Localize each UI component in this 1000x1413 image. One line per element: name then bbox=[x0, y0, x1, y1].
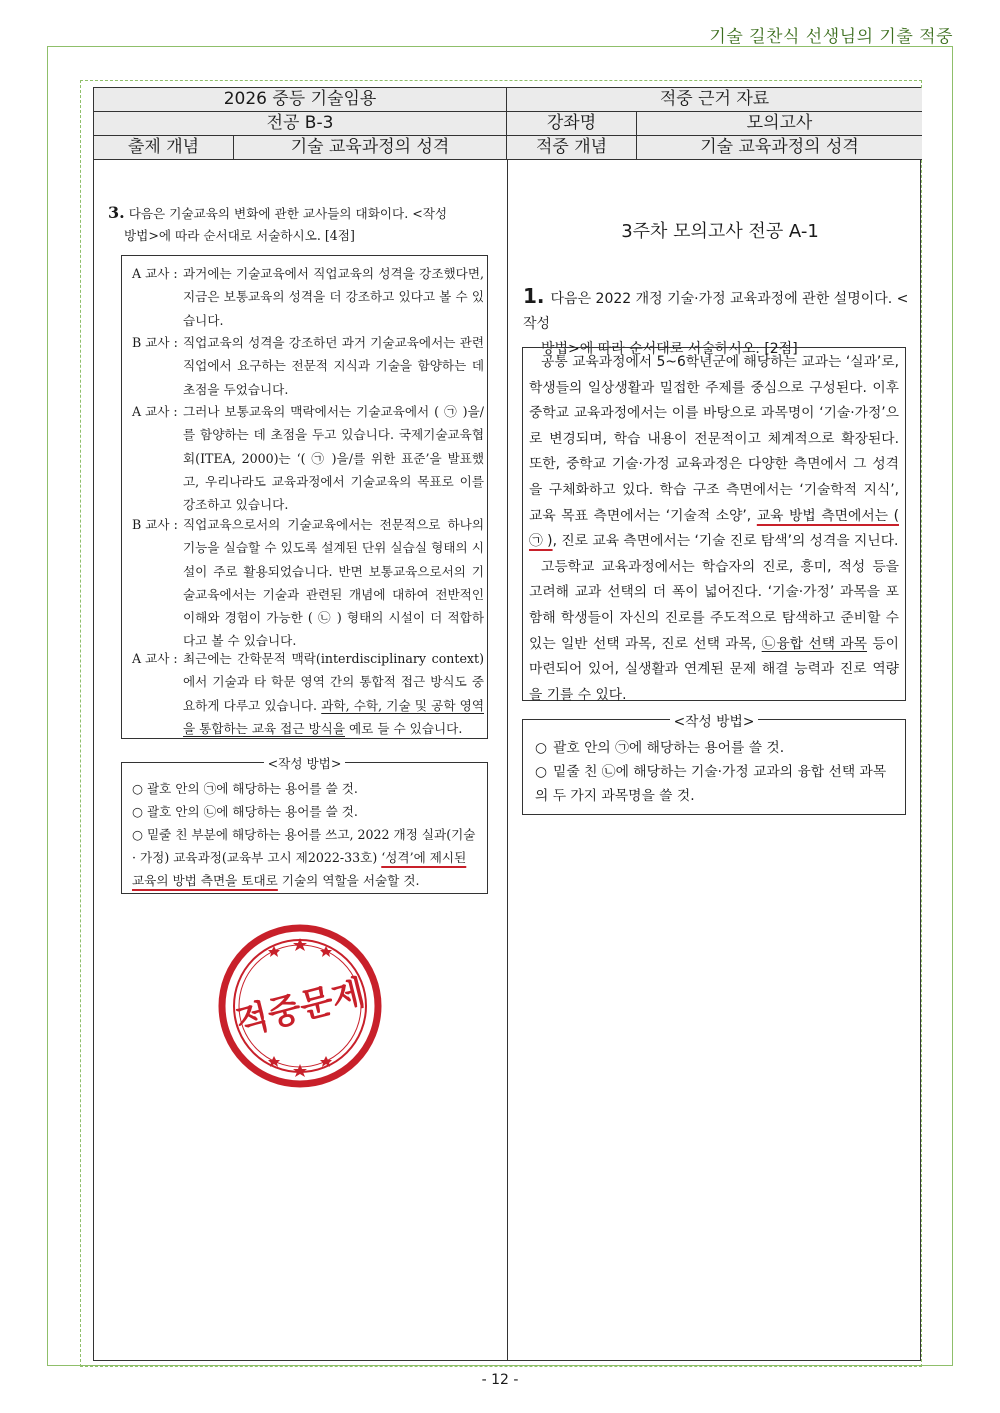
concept-value: 기술 교육과정의 성격 bbox=[234, 136, 507, 159]
method-item: ○ 밑줄 친 부분에 해당하는 용어를 쓰고, 2022 개정 실과(기술 · 가정) 교육과정(교육부 고시 제2022-33호) ‘성격’에 제시된 교육의 방법 측면을 토대로 기술의 역할을 서술할 것. bbox=[132, 827, 476, 888]
method-item: ○ 괄호 안의 ㉠에 해당하는 용어를 쓸 것. bbox=[535, 740, 785, 756]
red-underline-phrase: 교육 방법 측면에서는 ( ㉠ ) bbox=[529, 507, 899, 550]
method-title: <작성 방법> bbox=[523, 710, 905, 730]
table-row bbox=[94, 88, 922, 112]
writing-method-box bbox=[121, 756, 488, 894]
exam-title: 2026 중등 기술임용 bbox=[94, 88, 507, 111]
speaker-label: A 교사 : bbox=[132, 651, 178, 666]
dialog-text: 직업교육으로서의 기술교육에서는 전문적으로 하나의 기능을 실습할 수 있도록 설계된 단위 실습실 형태의 시설이 주로 활용되었습니다. 반면 보통교육으로서의 기술교육에서는 기술과 관련된 개념에 대하여 전반적인 이해와 경험이 가능한 ( ㉡ ) 형태의 시설이 더 적합하다고 볼 수 있습니다. bbox=[183, 517, 484, 649]
dialog-line bbox=[132, 331, 484, 401]
page-number: - 12 - bbox=[481, 1372, 519, 1388]
concept-label: 출제 개념 bbox=[94, 136, 234, 159]
column-divider bbox=[507, 159, 508, 1361]
dialog-text: 최근에는 간학문적 맥락(interdisciplinary context)에서 기술과 타 학문 영역 간의 통합적 접근 방식도 중요하게 다루고 있습니다. 과학, 수학, 기술 및 공학 영역을 통합하는 교육 접근 방식을 예로 들 수 있습니다. bbox=[183, 651, 485, 736]
underlined-phrase: ㉡융합 선택 과목 bbox=[761, 635, 868, 652]
method-item: ○ 괄호 안의 ㉠에 해당하는 용어를 쓸 것. bbox=[132, 781, 358, 796]
question-number: 3. bbox=[108, 203, 125, 222]
table-row bbox=[94, 136, 922, 160]
underlined-phrase: 과학, 수학, 기술 및 공학 영역을 통합하는 교육 접근 방식을 bbox=[183, 697, 485, 736]
passage-paragraph: 고등학교 교육과정에서는 학습자의 진로, 흥미, 적성 등을 고려해 교과 선택의 더 폭이 넓어진다. ‘기술·가정’ 과목을 포함해 학생들이 자신의 진로를 주도적으로 탐색하고 준비할 수 있는 일반 선택 과목, 진로 선택 과목, ㉡융합 선택 과목 등이 마련되어 있어, 실생활과 연계된 문제 해결 능력과 진로 역량을 기를 수 있다. bbox=[529, 558, 899, 703]
dialog-line bbox=[132, 400, 484, 516]
major-label: 전공 B-3 bbox=[94, 112, 507, 135]
speaker-label: A 교사 : bbox=[132, 266, 178, 281]
red-underline-phrase: ‘성격’에 제시된 교육의 방법 측면을 토대로 bbox=[132, 850, 467, 888]
lecture-label: 강좌명 bbox=[507, 112, 637, 135]
dialog-line bbox=[132, 647, 484, 740]
dialog-line bbox=[132, 513, 484, 653]
method-title: <작성 방법> bbox=[122, 753, 487, 772]
hit-concept-label: 적중 개념 bbox=[507, 136, 637, 159]
question-text: 방법>에 따라 순서대로 서술하시오. [4점] bbox=[124, 228, 355, 243]
dialog-text: 과거에는 기술교육에서 직업교육의 성격을 강조했다면, 지금은 보통교육의 성격을 더 강조하고 있다고 볼 수 있습니다. bbox=[183, 266, 484, 328]
header-title: 기술 길찬식 선생님의 기출 적중 bbox=[709, 27, 953, 47]
speaker-label: B 교사 : bbox=[132, 335, 178, 350]
stamp-icon bbox=[216, 922, 384, 1090]
table-row bbox=[94, 112, 922, 136]
left-question bbox=[108, 202, 493, 247]
passage-paragraph: 공통 교육과정에서 5~6학년군에 해당하는 교과는 ‘실과’로, 학생들의 일상생활과 밀접한 주제를 중심으로 구성된다. 이후 중학교 교육과정에서는 이를 바탕으로 과목명이 ‘기술·가정’으로 변경되며, 학습 내용이 전문적이고 체계적으로 확장된다. 또한, 중학교 기술·가정 교육과정은 다양한 측면에서 그 성격을 구체화하고 있다. 학습 구조 측면에서는 ‘기술학적 지식’, 교육 목표 측면에서는 ‘기술적 소양’, 교육 방법 측면에서는 ( ㉠ ), 진로 교육 측면에서는 ‘기술 진로 탐색’의 성격을 지닌다. bbox=[529, 354, 899, 550]
question-text: 방법>에 따라 순서대로 서술하시오. [2점] bbox=[541, 341, 798, 357]
method-item: ○ 밑줄 친 ㉡에 해당하는 기술·가정 교과의 융합 선택 과목의 두 가지 과목명을 쓸 것. bbox=[535, 764, 887, 804]
speaker-label: A 교사 : bbox=[132, 404, 178, 419]
method-item: ○ 괄호 안의 ㉡에 해당하는 용어를 쓸 것. bbox=[132, 804, 358, 819]
question-text: 다음은 2022 개정 기술·가정 교육과정에 관한 설명이다. <작성 bbox=[523, 291, 909, 332]
writing-method-box bbox=[522, 714, 906, 815]
dialog-box bbox=[121, 255, 488, 739]
dialog-text: 직업교육의 성격을 강조하던 과거 기술교육에서는 관련 직업에서 요구하는 전문적 지식과 기술을 함양하는 데 초점을 두었습니다. bbox=[183, 335, 484, 397]
dialog-text: 그러나 보통교육의 맥락에서는 기술교육에서 ( ㉠ )을/를 함양하는 데 초점을 두고 있습니다. 국제기술교육협회(ITEA, 2000)는 ‘( ㉠ )을/를 위한 표준’을 발표했고, 우리나라도 교육과정에서 기술교육의 목표로 이를 강조하고 있습니다. bbox=[183, 404, 484, 513]
passage-box bbox=[522, 347, 906, 701]
basis-title: 적중 근거 자료 bbox=[659, 89, 770, 109]
dialog-line bbox=[132, 262, 484, 332]
hit-concept-value: 기술 교육과정의 성격 bbox=[700, 137, 859, 157]
stamp-text: 적중문제 bbox=[231, 972, 370, 1044]
question-text: 다음은 기술교육의 변화에 관한 교사들의 대화이다. <작성 bbox=[128, 206, 448, 221]
lecture-value: 모의고사 bbox=[746, 113, 813, 133]
question-number: 1. bbox=[523, 284, 545, 308]
mock-exam-title: 3주차 모의고사 전공 A-1 bbox=[621, 221, 819, 242]
speaker-label: B 교사 : bbox=[132, 517, 178, 532]
